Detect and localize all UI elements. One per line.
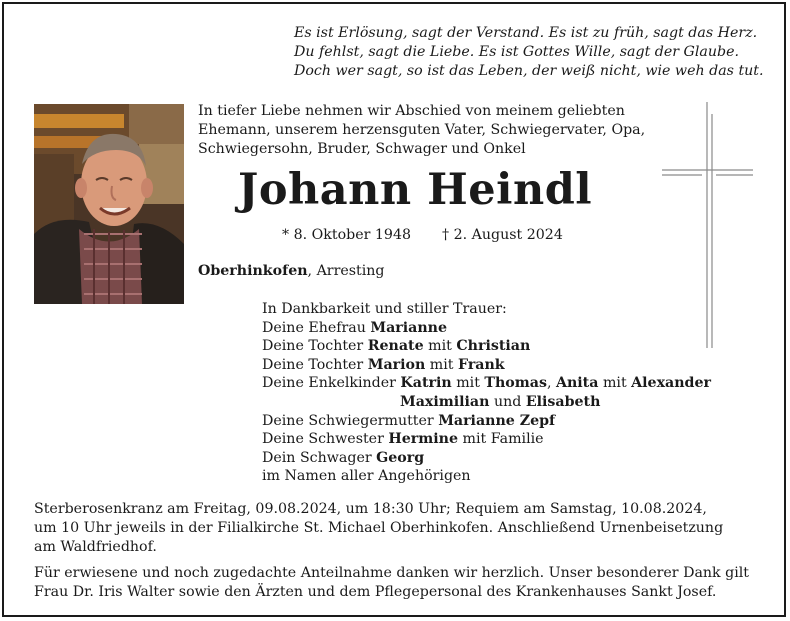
mourner-connector: , bbox=[546, 375, 556, 392]
mourner-name: Maximilian bbox=[400, 393, 490, 410]
mourner-name: Frank bbox=[458, 356, 505, 373]
intro-line: In tiefer Liebe nehmen wir Abschied von meinem geliebten bbox=[198, 103, 625, 119]
mourner-relation: Deine Schwester bbox=[262, 431, 389, 448]
mourner-relation: Deine Ehefrau bbox=[262, 319, 371, 336]
intro-line: Ehemann, unserem herzensguten Vater, Schwiegervater, Opa, bbox=[198, 122, 646, 138]
mourners-closing: im Namen aller Angehörigen bbox=[262, 468, 471, 485]
mourner-daughter1 bbox=[262, 337, 752, 356]
mourner-connector: und bbox=[489, 393, 526, 410]
mourner-name: Katrin bbox=[400, 375, 452, 392]
deceased-name: Johann Heindl bbox=[238, 165, 593, 215]
thanks-line: Für erwiesene und noch zugedachte Anteilnahme danken wir herzlich. Unser besonderer Dank gilt bbox=[34, 565, 750, 581]
mourner-grandchildren bbox=[262, 374, 752, 393]
thanks-note bbox=[34, 564, 764, 602]
quote-line: Es ist Erlösung, sagt der Verstand. Es ist zu früh, sagt das Herz. bbox=[294, 25, 758, 41]
mourner-name: Marianne Zepf bbox=[438, 412, 556, 429]
service-line: um 10 Uhr jeweils in der Filialkirche St. Michael Oberhinkofen. Anschließend Urnenbeisetzung bbox=[34, 520, 724, 536]
mourner-name: Anita bbox=[555, 375, 599, 392]
portrait-photo bbox=[34, 104, 184, 304]
mourner-brother-in-law bbox=[262, 449, 752, 468]
mourner-name: Thomas bbox=[484, 375, 547, 392]
quote-line: Doch wer sagt, so ist das Leben, der weiß nicht, wie weh das tut. bbox=[294, 63, 764, 79]
thanks-line: Frau Dr. Iris Walter sowie den Ärzten und dem Pflegepersonal des Krankenhauses Sankt Josef. bbox=[34, 584, 717, 600]
mourner-relation: Dein Schwager bbox=[262, 449, 377, 466]
quote-line: Du fehlst, sagt die Liebe. Es ist Gottes Wille, sagt der Glaube. bbox=[294, 44, 740, 60]
mourner-wife bbox=[262, 319, 752, 338]
mourner-name: Alexander bbox=[631, 375, 711, 392]
intro-line: Schwiegersohn, Bruder, Schwager und Onkel bbox=[198, 141, 526, 157]
mourner-daughter2 bbox=[262, 356, 752, 375]
mourner-name: Georg bbox=[376, 449, 425, 466]
mourner-relation: Deine Tochter bbox=[262, 356, 368, 373]
mourner-grandchildren-cont bbox=[262, 393, 752, 412]
mourner-connector: mit bbox=[423, 338, 457, 355]
service-details bbox=[34, 500, 764, 557]
residence-rest: , Arresting bbox=[307, 263, 385, 279]
mourner-name: Hermine bbox=[388, 431, 459, 448]
birth-date: * 8. Oktober 1948 bbox=[282, 227, 411, 243]
mourner-connector: mit bbox=[598, 375, 632, 392]
residence-town: Oberhinkofen bbox=[198, 263, 308, 279]
mourners-list bbox=[262, 300, 752, 486]
mourner-connector: mit Familie bbox=[458, 431, 544, 448]
service-line: Sterberosenkranz am Freitag, 09.08.2024, um 18:30 Uhr; Requiem am Samstag, 10.08.2024, bbox=[34, 501, 707, 517]
mourner-relation: Deine Schwiegermutter bbox=[262, 412, 439, 429]
mourner-name: Renate bbox=[367, 338, 424, 355]
service-line: am Waldfriedhof. bbox=[34, 539, 157, 555]
mourner-name: Elisabeth bbox=[525, 393, 601, 410]
mourner-sister bbox=[262, 430, 752, 449]
mourners-heading: In Dankbarkeit und stiller Trauer: bbox=[262, 301, 507, 317]
residence bbox=[198, 262, 385, 281]
mourner-relation: Deine Tochter bbox=[262, 338, 368, 355]
mourner-connector: mit bbox=[425, 356, 458, 373]
death-date: † 2. August 2024 bbox=[442, 227, 563, 243]
opening-quote bbox=[294, 24, 764, 81]
mourner-name: Marion bbox=[367, 356, 426, 373]
intro-text bbox=[198, 102, 668, 159]
mourner-name: Marianne bbox=[370, 319, 448, 336]
mourner-name: Christian bbox=[456, 338, 531, 355]
mourner-relation: Deine Enkelkinder bbox=[262, 375, 401, 392]
mourner-mother-in-law bbox=[262, 412, 752, 431]
mourner-connector: mit bbox=[451, 375, 485, 392]
